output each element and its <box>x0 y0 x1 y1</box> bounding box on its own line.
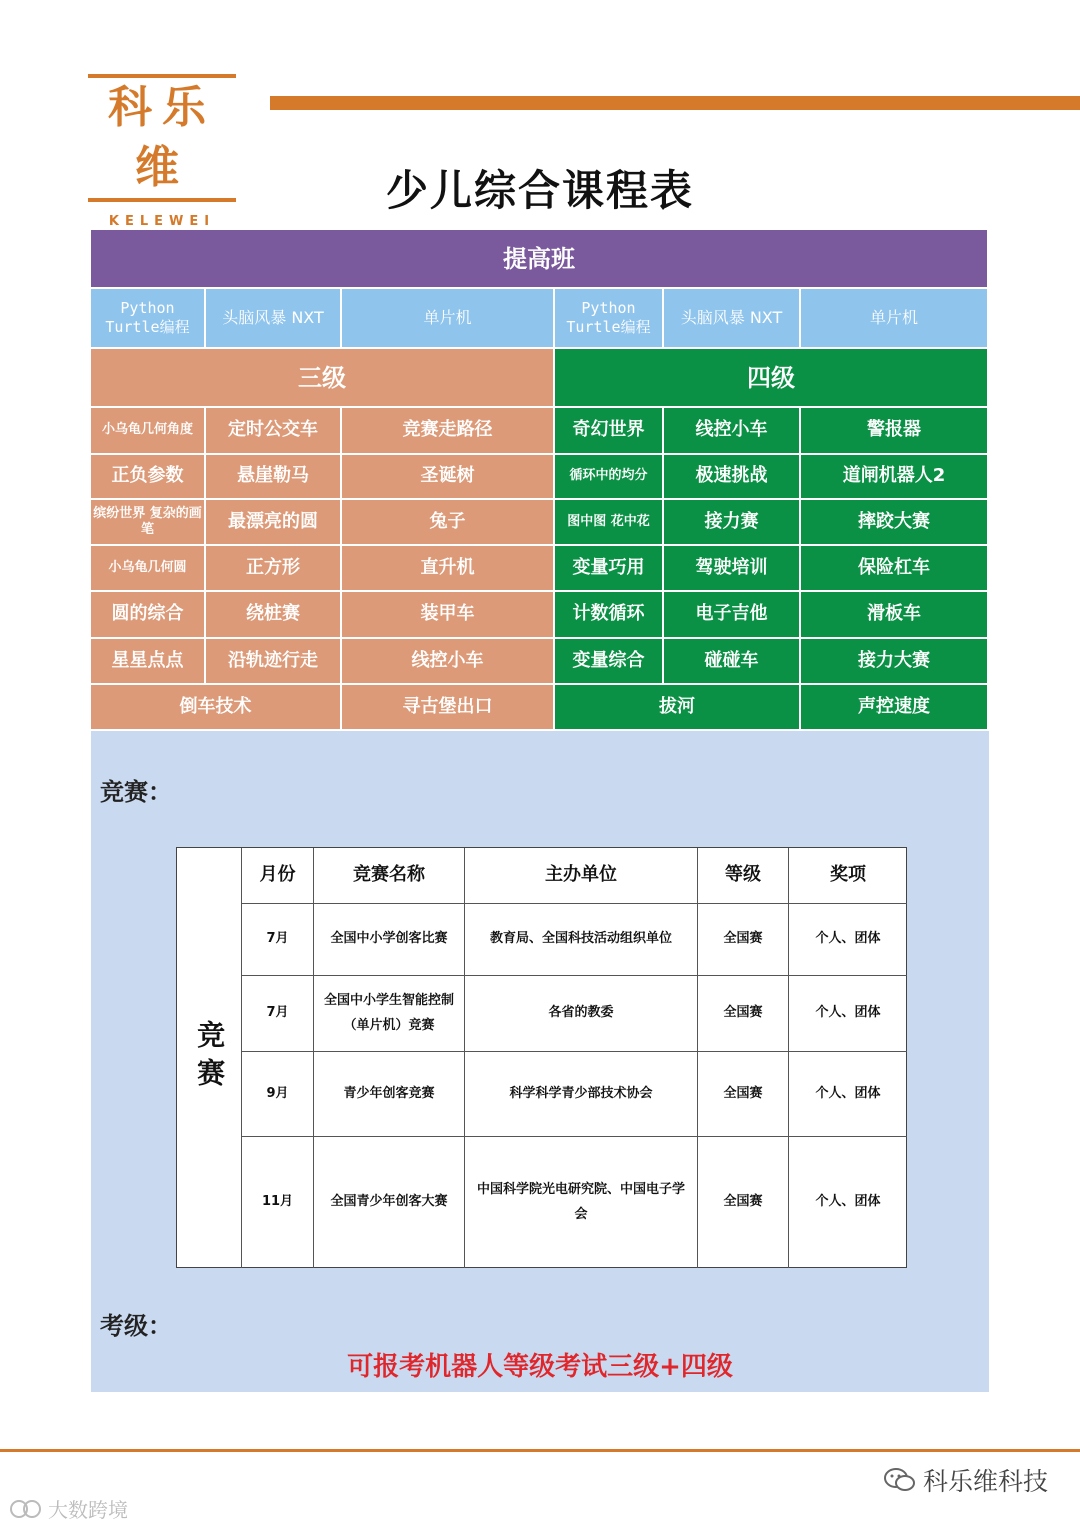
level4-lesson-text: 保险杠车 <box>858 556 930 578</box>
level3-lesson <box>206 546 342 592</box>
competition-cell-text: 7月 <box>266 931 289 947</box>
level3-lesson-text: 缤纷世界 复杂的画笔 <box>93 505 202 537</box>
level4-lesson <box>801 685 989 731</box>
competition-cell <box>697 1051 788 1136</box>
level3-lesson <box>91 685 342 731</box>
level3-lesson-text: 寻古堡出口 <box>402 695 493 717</box>
level3-lesson <box>206 500 342 546</box>
level3-lesson <box>206 455 342 500</box>
competition-cell <box>788 1136 907 1268</box>
competition-table <box>176 847 907 1268</box>
subject-header-text: Python Turtle编程 <box>566 299 651 336</box>
subject-header <box>801 289 989 349</box>
level4-lesson-text: 极速挑战 <box>695 465 768 487</box>
page-title: 少儿综合课程表 <box>385 166 694 215</box>
level3-lesson-text: 沿轨迹行走 <box>228 649 318 671</box>
subject-header-text: 头脑风暴 NXT <box>222 308 324 327</box>
level3-lesson-text: 兔子 <box>429 510 466 532</box>
competition-cell <box>697 1136 788 1268</box>
class-name-header <box>91 230 989 289</box>
level3-lesson-text: 线控小车 <box>411 649 484 671</box>
exam-section-label: 考级： <box>100 1312 172 1340</box>
competition-cell-text: 全国青少年创客大赛 <box>330 1194 448 1210</box>
subject-header <box>342 289 555 349</box>
level4-lesson <box>555 546 664 592</box>
competition-cell-text: 个人、团体 <box>815 931 881 947</box>
level4-lesson-text: 线控小车 <box>695 419 768 441</box>
level4-lesson-text: 滑板车 <box>867 603 921 625</box>
competition-cell <box>788 975 907 1051</box>
level4-lesson <box>801 408 989 455</box>
logo-english-name: KELEWEI <box>108 214 216 229</box>
competition-column-header-text: 主办单位 <box>545 864 617 886</box>
level3-lesson-text: 直升机 <box>420 556 475 578</box>
level4-lesson <box>555 685 801 731</box>
subject-header <box>206 289 342 349</box>
subject-header-text: 头脑风暴 NXT <box>680 308 783 327</box>
header-accent-bar <box>270 96 1080 110</box>
competition-cell-text: 各省的教委 <box>548 1005 614 1021</box>
competition-cell-text: 个人、团体 <box>815 1194 881 1210</box>
competition-side-label-text: 竞赛 <box>193 1020 227 1096</box>
level4-lesson <box>664 592 801 639</box>
competition-cell <box>464 1051 697 1136</box>
class-name-header-text: 提高班 <box>503 244 575 273</box>
level3-lesson-text: 悬崖勒马 <box>237 465 309 487</box>
competition-cell <box>241 1136 313 1268</box>
level3-lesson <box>342 685 555 731</box>
level3-lesson-text: 装甲车 <box>420 603 475 625</box>
level3-lesson-text: 正负参数 <box>111 465 184 487</box>
level4-lesson-text: 接力大赛 <box>858 649 930 671</box>
footer-rule <box>0 1449 1080 1452</box>
level4-lesson-text: 电子吉他 <box>695 603 768 625</box>
competition-cell-text: 中国科学院光电研究院、中国电子学会 <box>476 1181 685 1222</box>
competition-cell <box>313 903 464 975</box>
level3-lesson <box>91 592 206 639</box>
subject-header-text: 单片机 <box>869 308 918 327</box>
competition-cell-text: 个人、团体 <box>815 1005 881 1021</box>
level4-lesson <box>801 546 989 592</box>
competition-cell-text: 全国赛 <box>723 931 763 947</box>
competition-cell-text: 科学科学青少部技术协会 <box>509 1085 653 1101</box>
level3-lesson <box>91 639 206 685</box>
level3-lesson <box>91 408 206 455</box>
level4-header-text: 四级 <box>747 363 795 392</box>
level3-lesson-text: 正方形 <box>246 556 300 578</box>
level3-lesson-text: 圆的综合 <box>111 603 184 625</box>
competition-cell-text: 青少年创客竞赛 <box>343 1085 435 1101</box>
level3-lesson-text: 圣诞树 <box>420 465 475 487</box>
level4-lesson-text: 变量综合 <box>572 649 645 671</box>
level4-lesson-text: 警报器 <box>867 419 921 441</box>
level4-lesson-text: 碰碰车 <box>704 649 759 671</box>
level4-lesson <box>664 500 801 546</box>
competition-section-label: 竞赛： <box>100 778 172 806</box>
level4-lesson-text: 摔跤大赛 <box>858 510 930 532</box>
level4-lesson-text: 奇幻世界 <box>572 419 645 441</box>
logo-chinese-name: 科乐维 <box>108 82 216 193</box>
level3-lesson-text: 小乌龟几何圆 <box>108 559 187 575</box>
level3-lesson <box>342 408 555 455</box>
competition-cell-text: 9月 <box>266 1085 289 1101</box>
level3-lesson <box>342 500 555 546</box>
level3-lesson-text: 定时公交车 <box>228 419 318 441</box>
competition-column-header <box>788 848 907 903</box>
competition-column-header-text: 等级 <box>725 864 761 886</box>
level3-header <box>91 349 555 408</box>
level4-lesson-text: 道闸机器人2 <box>842 465 946 487</box>
subject-header <box>555 289 664 349</box>
competition-cell-text: 全国赛 <box>723 1085 763 1101</box>
level3-lesson <box>206 592 342 639</box>
competition-cell <box>697 975 788 1051</box>
competition-cell <box>241 975 313 1051</box>
competition-cell-text: 全国中小学生智能控制（单片机）竞赛 <box>323 992 454 1033</box>
competition-cell <box>464 1136 697 1268</box>
level4-lesson <box>801 500 989 546</box>
watermark-logo-icon <box>10 1498 42 1520</box>
subject-header <box>664 289 801 349</box>
competition-cell <box>788 903 907 975</box>
level3-lesson <box>342 592 555 639</box>
subject-header <box>91 289 206 349</box>
level4-lesson <box>555 592 664 639</box>
competition-cell-text: 11月 <box>261 1194 294 1210</box>
level3-lesson <box>91 500 206 546</box>
level4-lesson <box>555 455 664 500</box>
level3-lesson <box>342 546 555 592</box>
competition-cell <box>788 1051 907 1136</box>
competition-cell-text: 7月 <box>266 1005 289 1021</box>
competition-cell <box>697 903 788 975</box>
level4-lesson-text: 拔河 <box>659 695 695 717</box>
competition-column-header-text: 奖项 <box>830 864 866 886</box>
competition-cell <box>241 1051 313 1136</box>
competition-column-header <box>313 848 464 903</box>
level3-lesson <box>91 546 206 592</box>
level4-lesson <box>664 455 801 500</box>
wechat-icon <box>883 1467 917 1493</box>
competition-column-header-text: 竞赛名称 <box>353 864 425 886</box>
competition-cell-text: 教育局、全国科技活动组织单位 <box>489 931 672 947</box>
level4-lesson-text: 计数循环 <box>572 603 645 625</box>
competition-cell <box>464 903 697 975</box>
competition-side-label <box>177 848 241 1268</box>
level3-lesson-text: 星星点点 <box>111 649 184 671</box>
level4-lesson <box>801 639 989 685</box>
level3-lesson <box>206 639 342 685</box>
wechat-account-name: 科乐维科技 <box>922 1467 1048 1496</box>
watermark <box>10 1494 128 1523</box>
level4-lesson-text: 变量巧用 <box>572 556 645 578</box>
level4-lesson-text: 接力赛 <box>704 510 759 532</box>
competition-cell <box>464 975 697 1051</box>
level4-lesson-text: 驾驶培训 <box>695 556 768 578</box>
level3-lesson-text: 倒车技术 <box>179 695 252 717</box>
subject-header-text: Python Turtle编程 <box>105 299 190 336</box>
level3-lesson-text: 最漂亮的圆 <box>228 510 318 532</box>
level3-lesson-text: 绕桩赛 <box>246 603 300 625</box>
level4-lesson <box>664 639 801 685</box>
level3-lesson <box>91 455 206 500</box>
competition-cell <box>313 975 464 1051</box>
level4-lesson <box>664 546 801 592</box>
wechat-account <box>883 1462 1048 1498</box>
level3-lesson <box>342 455 555 500</box>
level4-lesson <box>555 639 664 685</box>
competition-cell <box>313 1051 464 1136</box>
level3-lesson-text: 竞赛走路径 <box>402 419 493 441</box>
competition-cell-text: 全国中小学创客比赛 <box>330 931 448 947</box>
level4-lesson <box>555 408 664 455</box>
competition-cell-text: 个人、团体 <box>815 1085 881 1101</box>
exam-note: 可报考机器人等级考试三级+四级 <box>347 1352 733 1382</box>
level4-lesson <box>664 408 801 455</box>
watermark-text: 大数跨境 <box>48 1498 128 1522</box>
competition-cell-text: 全国赛 <box>723 1005 763 1021</box>
competition-column-header <box>464 848 697 903</box>
competition-column-header <box>697 848 788 903</box>
level3-lesson <box>342 639 555 685</box>
level3-header-text: 三级 <box>298 363 346 392</box>
competition-column-header <box>241 848 313 903</box>
level4-lesson-text: 图中图 花中花 <box>567 513 650 529</box>
level4-header <box>555 349 989 408</box>
level4-lesson-text: 循环中的均分 <box>569 468 648 484</box>
competition-cell <box>313 1136 464 1268</box>
competition-cell <box>241 903 313 975</box>
competition-column-header-text: 月份 <box>259 864 296 886</box>
level4-lesson <box>555 500 664 546</box>
level3-lesson <box>206 408 342 455</box>
level4-lesson <box>801 592 989 639</box>
subject-header-text: 单片机 <box>423 308 472 327</box>
level3-lesson-text: 小乌龟几何角度 <box>101 422 193 438</box>
competition-cell-text: 全国赛 <box>723 1194 763 1210</box>
level4-lesson-text: 声控速度 <box>858 695 930 717</box>
level4-lesson <box>801 455 989 500</box>
